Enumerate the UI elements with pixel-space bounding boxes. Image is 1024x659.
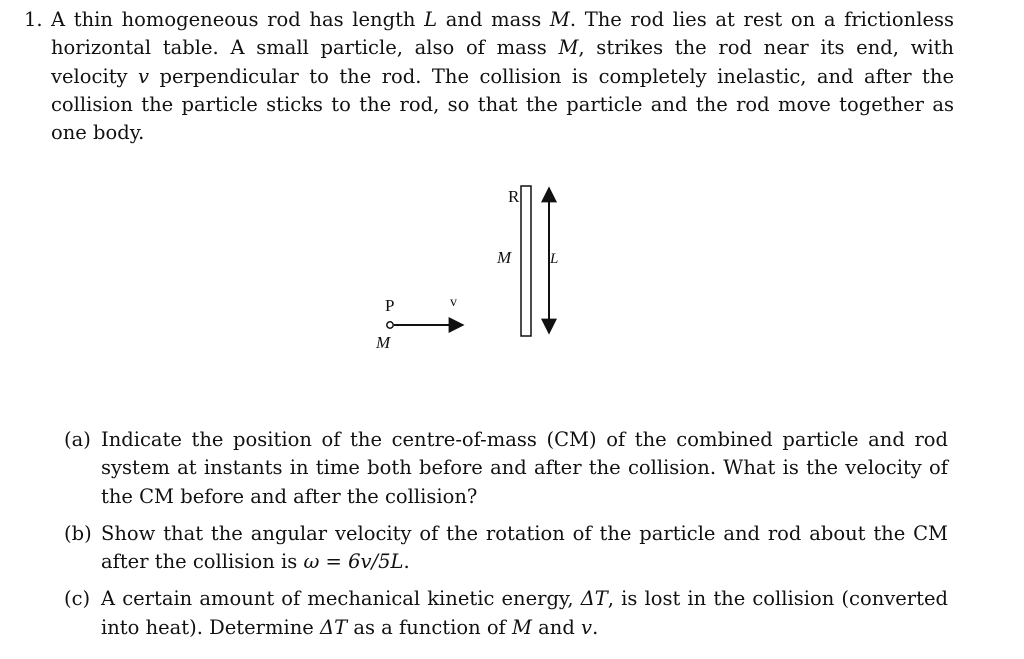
part-b <box>64 520 948 577</box>
part-c-var-M: M <box>511 615 532 639</box>
part-c <box>64 585 948 642</box>
part-c-text-5: . <box>592 615 599 639</box>
intro-text-2: and mass <box>437 8 550 31</box>
part-c-text-4: and <box>531 615 582 639</box>
intro-text-4: , strikes the rod near its end, with velocity <box>51 36 954 88</box>
label-R: R <box>508 187 520 206</box>
part-c-text-2: , is lost in the collision (converted into heat). Determine <box>101 587 948 639</box>
part-b-formula: ω = 6v/5L <box>303 550 404 574</box>
label-rod-M: M <box>497 248 512 267</box>
intro-text-5: perpendicular to the rod. The collision is completely inelastic, and after the collision the particle sticks to the rod, so that the particle and the rod move together as one body. <box>51 64 954 145</box>
label-particle-M: M <box>376 333 391 352</box>
part-c-label: (c) <box>64 587 91 611</box>
var-M-2: M <box>558 36 579 60</box>
label-P: P <box>385 296 395 315</box>
part-c-text-3: as a function of <box>347 615 512 639</box>
particle <box>387 322 393 328</box>
intro-text-1: A thin homogeneous rod has length <box>51 8 425 31</box>
problem-intro <box>24 6 954 147</box>
part-a-text: Indicate the position of the centre-of-mass (CM) of the combined particle and rod system at instants in time both before and after the collision. What is the velocity of the CM before and after the collision? <box>101 428 948 508</box>
part-a <box>64 426 948 511</box>
var-L: L <box>424 8 438 31</box>
rod <box>521 186 531 336</box>
var-v: v <box>138 64 150 88</box>
part-c-delta-T-2: ΔT <box>320 615 348 639</box>
collision-diagram <box>360 178 590 358</box>
part-b-text-1: Show that the angular velocity of the rotation of the particle and rod about the CM after the collision is <box>101 521 948 574</box>
problem-statement <box>24 6 954 147</box>
part-c-var-v: v <box>581 615 593 639</box>
var-M: M <box>549 8 570 31</box>
intro-text-3: . The rod lies at rest on a frictionless horizontal table. A small particle, also of mass <box>51 8 954 60</box>
part-c-text <box>101 585 948 642</box>
collision-figure <box>360 178 590 358</box>
part-b-label: (b) <box>64 521 92 545</box>
problem-number: 1. <box>24 8 43 31</box>
label-L: L <box>550 251 559 267</box>
label-v: v <box>450 295 457 310</box>
part-a-label: (a) <box>64 428 91 451</box>
part-c-delta-T: ΔT <box>580 587 608 611</box>
part-c-text-1: A certain amount of mechanical kinetic energy, <box>101 587 581 611</box>
problem-parts <box>64 426 948 651</box>
problem-intro-text <box>51 6 954 147</box>
part-b-text-2: . <box>403 550 410 574</box>
part-b-text <box>101 520 948 577</box>
